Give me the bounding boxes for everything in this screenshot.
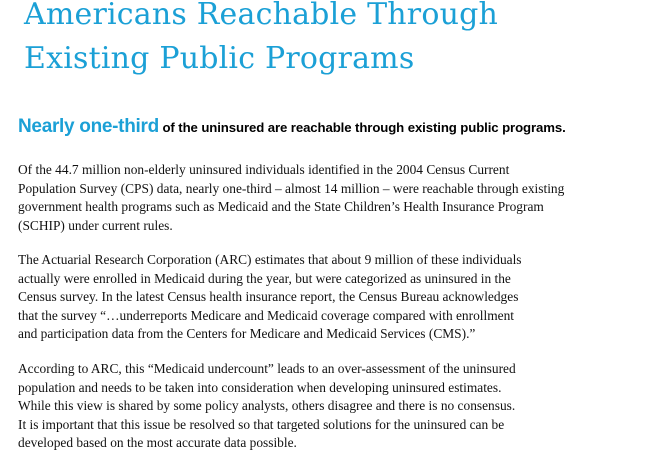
subheading-rest: of the uninsured are reachable through existing public programs.	[158, 120, 566, 135]
paragraph-line: While this view is shared by some policy analysts, others disagree and there is no consensus.	[18, 398, 516, 413]
paragraph-line: Of the 44.7 million non-elderly uninsured individuals identified in the 2004 Census Current	[18, 162, 510, 177]
paragraph-line: developed based on the most accurate data possible.	[18, 435, 297, 450]
paragraph-line: According to ARC, this “Medicaid undercount” leads to an over-assessment of the uninsured	[18, 361, 516, 376]
paragraph-line: actually were enrolled in Medicaid during the year, but were categorized as uninsured in the	[18, 270, 511, 286]
paragraph-line: government health programs such as Medicaid and the State Children’s Health Insurance Program	[18, 199, 544, 214]
page-title	[24, 0, 644, 81]
page-title-line-1: Americans Reachable Through	[24, 0, 499, 32]
body-paragraph-1	[18, 161, 663, 235]
paragraph-line: It is important that this issue be resolved so that targeted solutions for the uninsured can be	[18, 416, 505, 432]
paragraph-line: The Actuarial Research Corporation (ARC) estimates that about 9 million of these individuals	[18, 252, 522, 267]
page-title-line-2: Existing Public Programs	[24, 41, 415, 76]
paragraph-line: (SCHIP) under current rules.	[18, 217, 173, 233]
paragraph-line: population and needs to be taken into consideration when developing uninsured estimates.	[18, 379, 502, 395]
paragraph-line: that the survey “…underreports Medicare and Medicaid coverage compared with enrollment	[18, 307, 515, 323]
body-paragraph-2	[18, 251, 663, 344]
subheading-lead: Nearly one-third	[18, 116, 159, 137]
paragraph-line: Population Survey (CPS) data, nearly one-third – almost 14 million – were reachable through existing	[18, 180, 565, 196]
subheading	[18, 116, 658, 138]
paragraph-line: and participation data from the Centers for Medicare and Medicaid Services (CMS).”	[18, 326, 476, 341]
body-paragraph-3	[18, 360, 663, 453]
paragraph-line: Census survey. In the latest Census health insurance report, the Census Bureau acknowledges	[18, 289, 519, 304]
